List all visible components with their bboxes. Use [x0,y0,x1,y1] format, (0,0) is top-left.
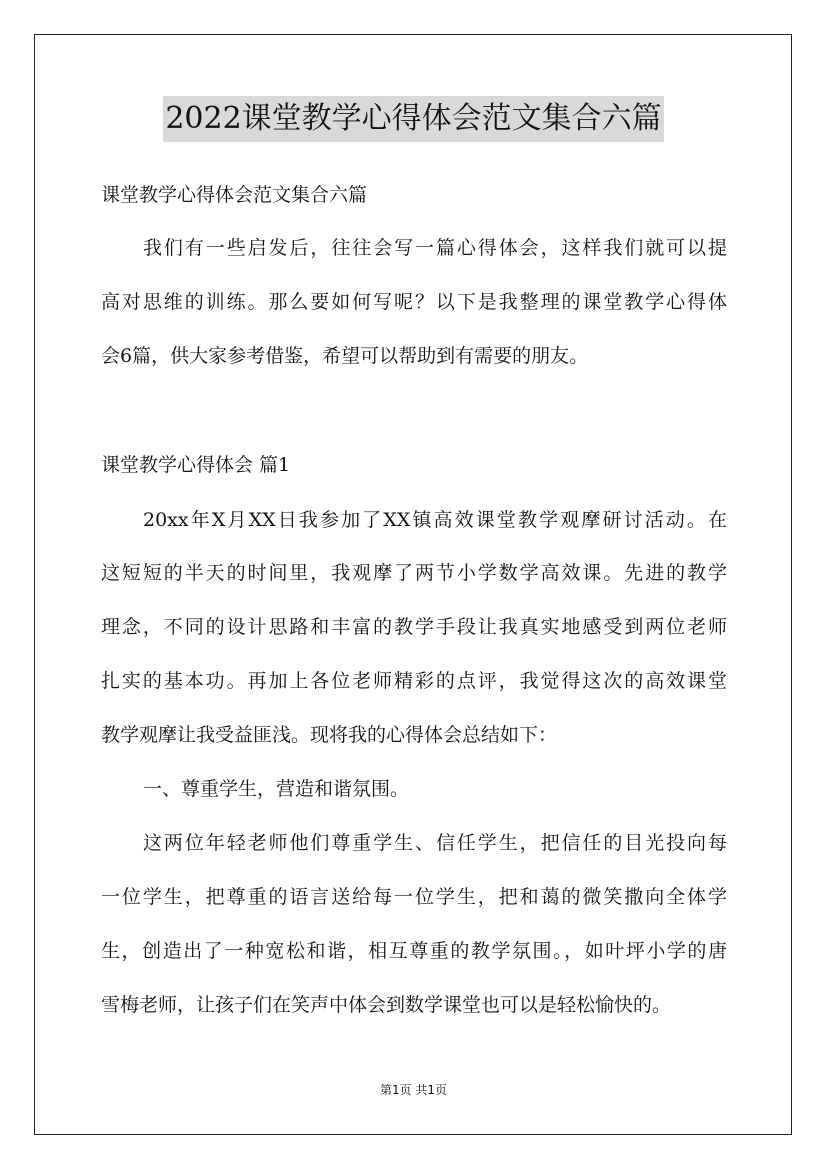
intro-line: 高对思维的训练。那么要如何写呢？以下是我整理的课堂教学心得体 [101,291,727,313]
paragraph-line: 这两位年轻老师他们尊重学生、信任学生，把信任的目光投向每 [143,832,727,854]
intro-line: 我们有一些启发后，往往会写一篇心得体会，这样我们就可以提 [143,237,727,259]
title-container [0,96,827,142]
point-heading: 一、尊重学生，营造和谐氛围。 [143,778,410,800]
intro-line: 会6篇，供大家参考借鉴，希望可以帮助到有需要的朋友。 [101,345,589,367]
paragraph-line: 生，创造出了一种宽松和谐，相互尊重的教学氛围。，如叶坪小学的唐 [101,940,727,962]
paragraph-line: 理念，不同的设计思路和丰富的教学手段让我真实地感受到两位老师 [101,616,727,638]
paragraph-line: 雪梅老师，让孩子们在笑声中体会到数学课堂也可以是轻松愉快的。 [101,994,672,1016]
paragraph-line: 一位学生，把尊重的语言送给每一位学生，把和蔼的微笑撒向全体学 [101,886,727,908]
section-heading: 课堂教学心得体会 篇1 [101,454,291,476]
document-title: 2022课堂教学心得体会范文集合六篇 [163,96,663,142]
page-footer: 第1页 共1页 [379,1083,448,1097]
paragraph-line: 教学观摩让我受益匪浅。现将我的心得体会总结如下： [101,724,558,746]
paragraph-line: 扎实的基本功。再加上各位老师精彩的点评，我觉得这次的高效课堂 [101,670,727,692]
paragraph-line: 这短短的半天的时间里，我观摩了两节小学数学高效课。先进的教学 [101,562,727,584]
paragraph-line: 20xx年X月XX日我参加了XX镇高效课堂教学观摩研讨活动。在 [143,509,727,531]
document-subtitle: 课堂教学心得体会范文集合六篇 [101,184,368,206]
